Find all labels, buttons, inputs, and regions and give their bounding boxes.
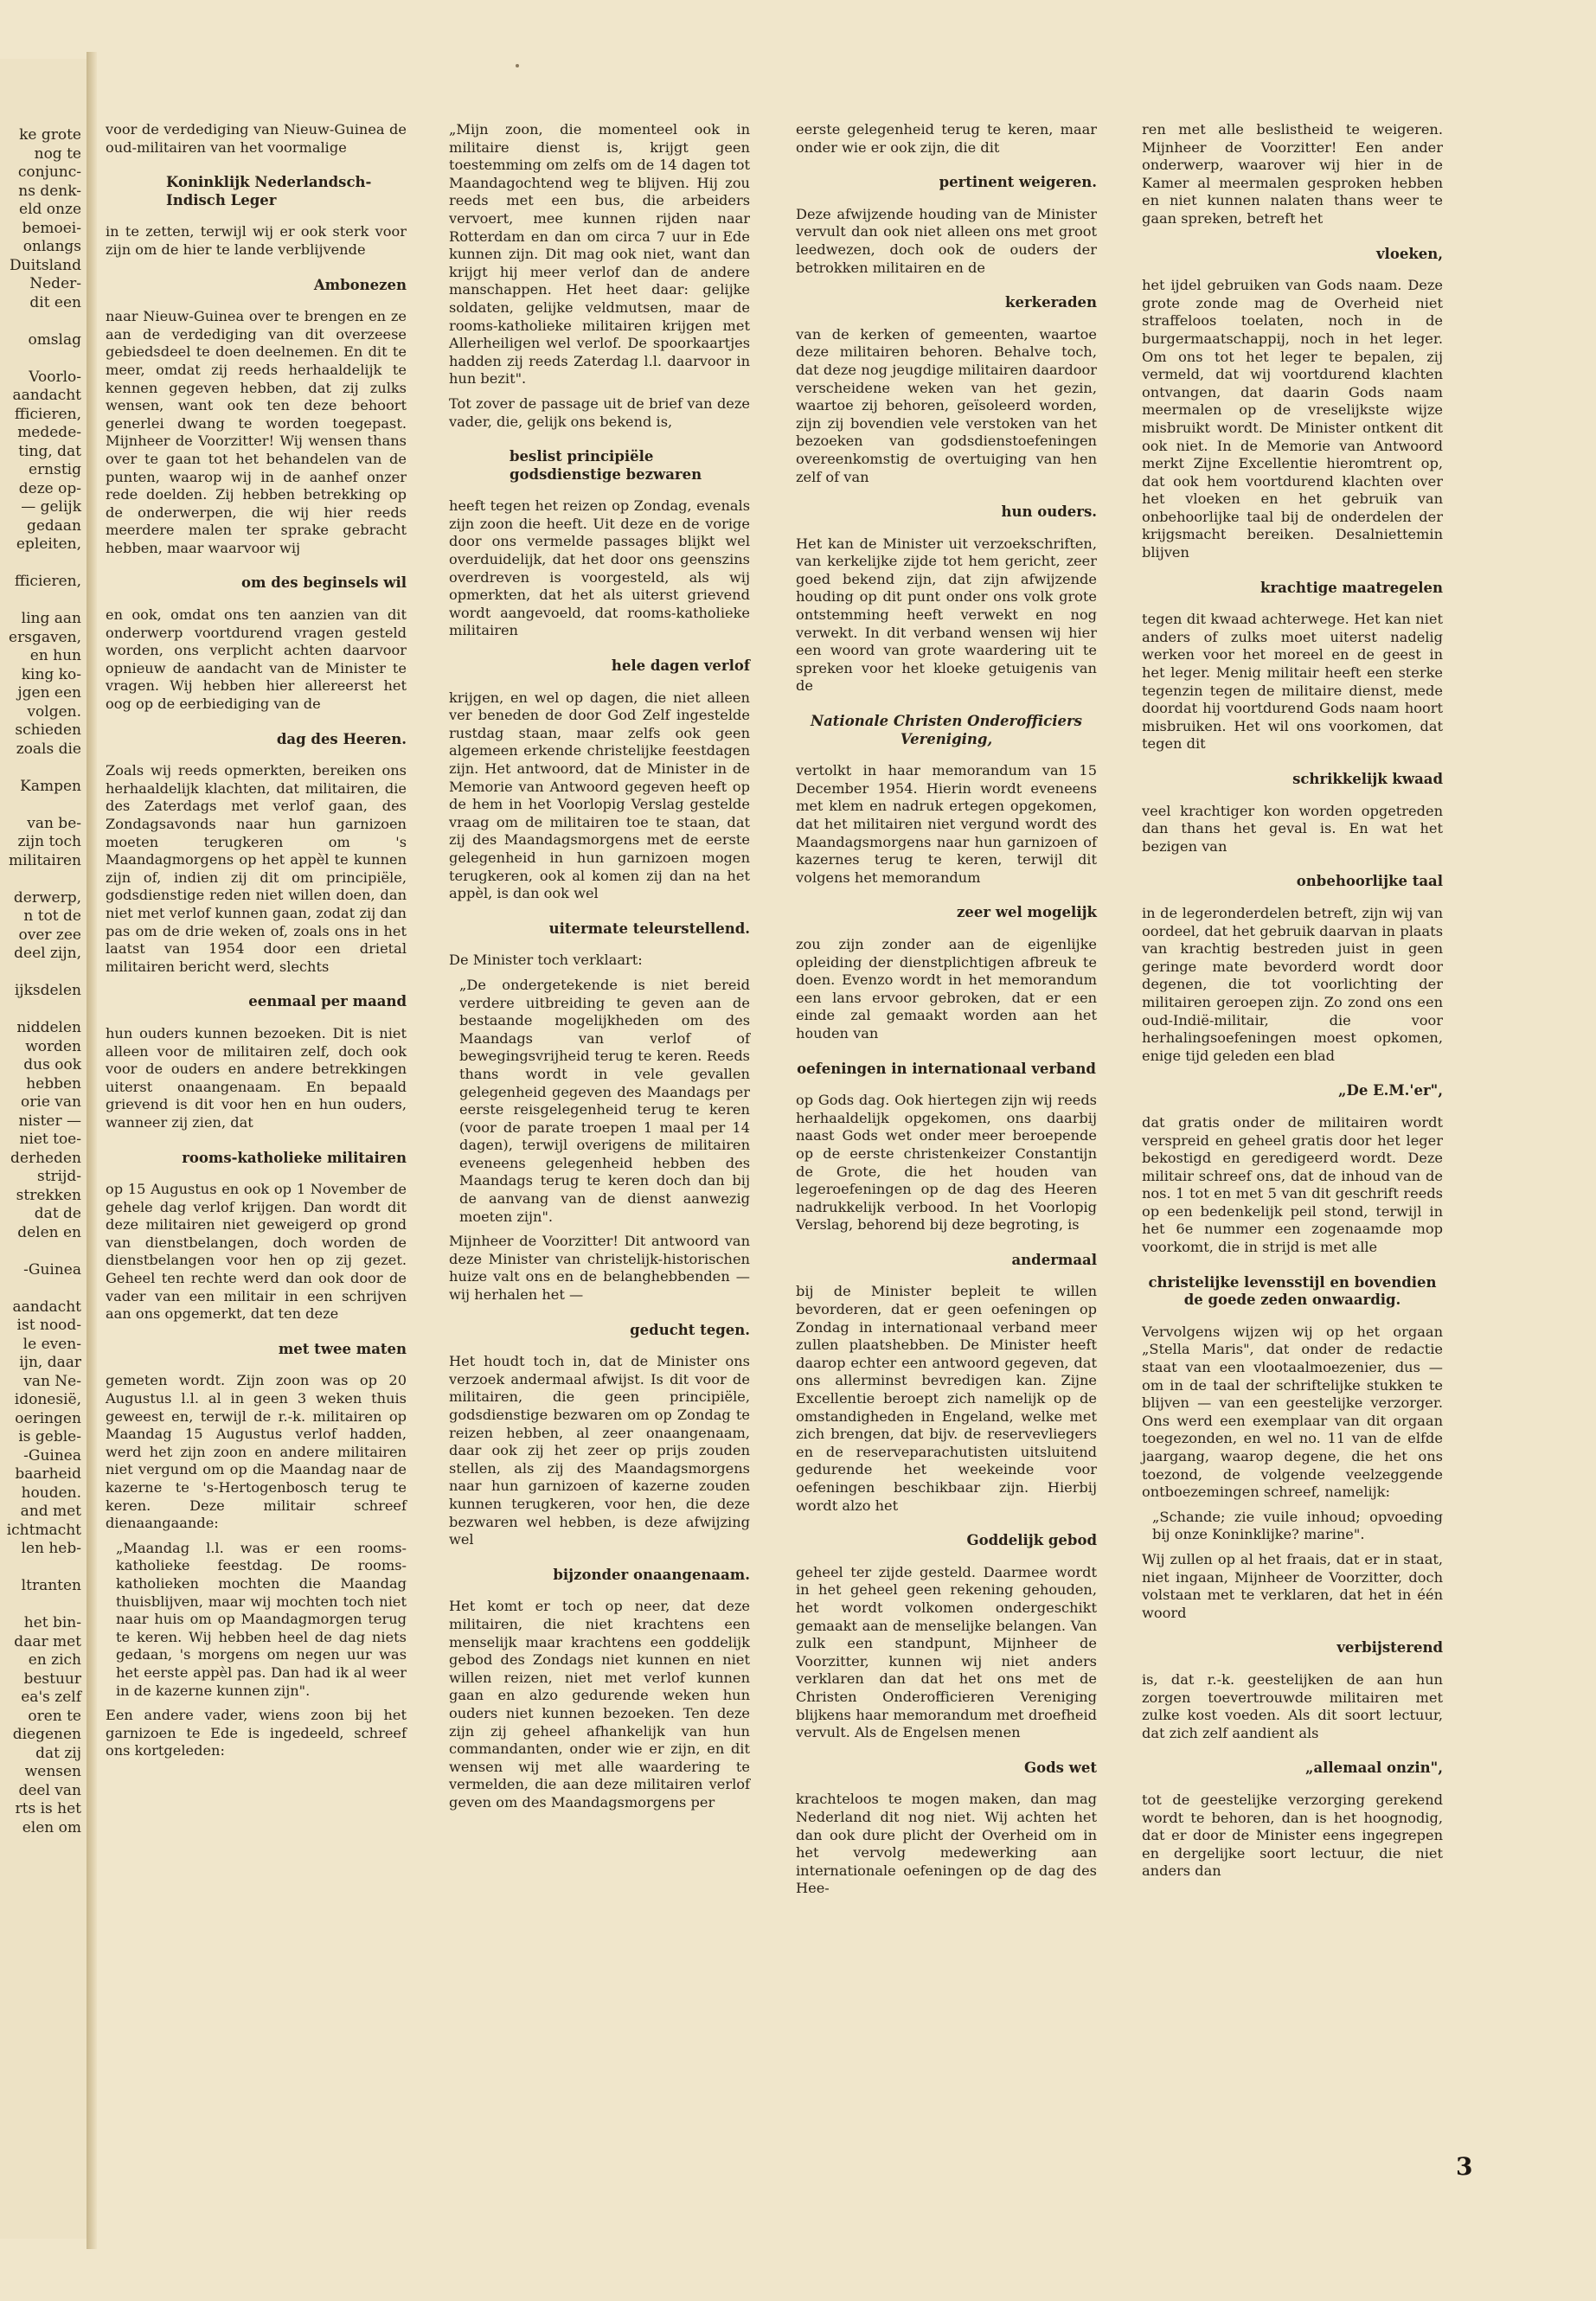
margin-fragment: ting, dat bbox=[18, 442, 81, 460]
margin-fragment: Duitsland bbox=[10, 256, 81, 274]
subheading: „allemaal onzin", bbox=[1304, 1759, 1443, 1777]
margin-fragment: en zich bbox=[28, 1651, 81, 1669]
paragraph: vertolkt in haar memorandum van 15 December 1954. Hierin wordt eveneens met klem en nadruk ertegen opgekomen, dat het militairen niet vergund wordt des Maandagsmorgens naar hun garnizoen of kazernes terug te keren, terwijl dit volgens het memorandum bbox=[796, 762, 1097, 886]
margin-fragment: militairen bbox=[9, 851, 81, 869]
paragraph: Tot zover de passage uit de brief van deze vader, die, gelijk ons bekend is, bbox=[449, 394, 750, 430]
margin-fragment: Neder- bbox=[29, 275, 81, 292]
margin-fragment: epleiten, bbox=[16, 535, 81, 553]
paragraph: in te zetten, terwijl wij er ook sterk voor zijn om de hier te lande verblijvende bbox=[106, 223, 407, 258]
paragraph: op 15 Augustus en ook op 1 November de gehele dag verlof krijgen. Dan wordt dit deze militairen niet geweigerd op grond van dienstbelangen, doch worden de dienstbelangen voor hen op zij gezet. Geheel ten rechte werd dan ook door de vader van een militair in een schrijven aan ons opgemerkt, dat ten deze bbox=[106, 1181, 407, 1323]
quotation: „Maandag l.l. was er een rooms-katholieke feestdag. De rooms-katholieken mochten die Maandag thuisblijven, maar wij mochten toch niet naar huis om op Maandagmorgen terug te keren. Wij hebben heel de dag niets gedaan, 's morgens om negen uur was het eerste appèl pas. Dan had ik al weer in de kazerne kunnen zijn". bbox=[116, 1539, 407, 1699]
subheading: vloeken, bbox=[1375, 245, 1443, 262]
subheading: andermaal bbox=[1011, 1251, 1097, 1268]
margin-fragment: fficieren, bbox=[14, 405, 81, 423]
paragraph: zou zijn zonder aan de eigenlijke opleiding der dienstplichtigen afbreuk te doen. Evenzo wordt in het memorandum een lans ervoor gebroken, dat er een einde zal gemaakt worden aan het houden van bbox=[796, 935, 1097, 1042]
paragraph: Mijnheer de Voorzitter! Dit antwoord van deze Minister van christelijk-historischen huize valt ons en de belanghebbenden — wij herhalen het — bbox=[449, 1233, 750, 1304]
subheading: verbijsterend bbox=[1336, 1639, 1443, 1657]
margin-fragment: oeringen bbox=[15, 1409, 81, 1427]
margin-fragment: baarheid bbox=[15, 1465, 81, 1483]
margin-fragment: bemoei- bbox=[22, 219, 81, 237]
margin-fragment: deel zijn, bbox=[14, 945, 81, 962]
margin-fragment: bestuur bbox=[23, 1670, 81, 1688]
subheading: Gods wet bbox=[1024, 1759, 1097, 1776]
paragraph: Zoals wij reeds opmerkten, bereiken ons herhaaldelijk klachten, dat militairen, die des Zaterdags met verlof gaan, des Zondagsavonds naar hun garnizoen moeten terugkeren om 's Maandagmorgens op het appèl te kunnen zijn of, indien zij dit om principiële, godsdienstige reden niet willen doen, dan niet met verlof kunnen gaan, zodat zij dan pas om de drie weken of, zoals ons in het laatst van 1954 door een drietal militairen bericht werd, slechts bbox=[106, 762, 407, 975]
paragraph: Een andere vader, wiens zoon bij het garnizoen te Ede is ingedeeld, schreef ons kortgeleden: bbox=[106, 1707, 407, 1759]
margin-fragment: deze op- bbox=[18, 479, 81, 497]
margin-fragment: volgen. bbox=[27, 702, 81, 721]
subheading: krachtige maatregelen bbox=[1260, 579, 1443, 596]
margin-fragment: worden bbox=[25, 1037, 81, 1055]
margin-fragment: oren te bbox=[28, 1707, 81, 1725]
subheading: bijzonder onaangenaam. bbox=[553, 1566, 750, 1583]
paragraph: bij de Minister bepleit te willen bevorderen, dat er geen oefeningen op Zondag in internationaal verband meer zullen plaatshebben. De Minister heeft daarop echter een antwoord gegeven, dat ons allerminst bevredigen kan. Zijne Excellentie beroept zich namelijk op de omstandigheden in Engeland, welke met zich brengen, dat bijv. de reservevliegers en de reserveparachutisten uitsluitend gedurende het weekeinde voor oefeningen beschikbaar zijn. Hierbij wordt alzo het bbox=[796, 1283, 1097, 1514]
margin-fragment: idonesië, bbox=[14, 1391, 81, 1408]
subheading: pertinent weigeren. bbox=[939, 174, 1097, 191]
subheading: oefeningen in internationaal verband bbox=[797, 1060, 1096, 1077]
margin-fragment: ling aan bbox=[21, 610, 81, 627]
margin-fragment: derheden bbox=[10, 1149, 81, 1167]
subheading: eenmaal per maand bbox=[248, 993, 407, 1010]
paragraph: Vervolgens wijzen wij op het orgaan „Stella Maris", dat onder de redactie staat van een vlootaalmoezenier, dus — om in de taal der schriftelijke stukken te blijven — van een geestelijke verzorger. Ons werd een exemplaar van dit orgaan toegezonden, en wel no. 11 van de elfde jaargang, waarop degene, die het ons toezond, de volgende veelzeggende ontboezemingen schreef, namelijk: bbox=[1142, 1323, 1443, 1501]
paragraph: Het komt er toch op neer, dat deze militairen, die niet krachtens een menselijk maar krachtens een goddelijk gebod des Zondags niet kunnen en niet willen reizen, niet met verlof kunnen gaan en alzo gedurende weken hun ouders niet kunnen bezoeken. Ten deze zijn zij geheel afhankelijk van hun commandanten, onder wie er zijn, en dit wensen wij met alle waardering te vermelden, die aan deze militairen verlof geven om des Maandagsmorgens per bbox=[449, 1598, 750, 1811]
subheading: dag des Heeren. bbox=[276, 730, 407, 747]
paragraph: heeft tegen het reizen op Zondag, evenals zijn zoon die heeft. Uit deze en de vorige door ons vermelde passages blijkt wel overduidelijk, dat het door ons geenszins overdreven is voorgesteld, als wij opmerkten, dat het als uiterst grievend wordt aangevoeld, dat rooms-katholieke militairen bbox=[449, 497, 750, 639]
paragraph: is, dat r.-k. geestelijken de aan hun zorgen toevertrouwde militairen met zulke kost voeden. Als dit soort lectuur, dat zich zelf aandient als bbox=[1142, 1670, 1443, 1741]
margin-fragment: ijn, daar bbox=[19, 1354, 81, 1371]
margin-fragment: delen en bbox=[17, 1223, 81, 1241]
paragraph: Deze afwijzende houding van de Minister vervult dan ook niet alleen ons met groot leedwezen, doch ook de ouders der betrokken militairen en de bbox=[796, 205, 1097, 276]
margin-fragment: ea's zelf bbox=[21, 1689, 81, 1706]
subheading: met twee maten bbox=[278, 1340, 407, 1357]
subheading: hele dagen verlof bbox=[611, 657, 750, 675]
margin-fragment: hebben bbox=[26, 1074, 81, 1093]
margin-fragment: van Ne- bbox=[23, 1372, 81, 1390]
column-1 bbox=[106, 121, 407, 1767]
margin-fragment: ns denk- bbox=[18, 182, 81, 200]
margin-fragment: conjunc- bbox=[17, 163, 81, 181]
margin-fragment: eld onze bbox=[19, 201, 81, 218]
paragraph: De Minister toch verklaart: bbox=[449, 952, 643, 969]
paragraph: Het houdt toch in, dat de Minister ons verzoek andermaal afwijst. Is dit voor de militairen, die geen principiële, godsdienstige bezwaren om op Zondag te reizen hebben, al zeer onaangenaam, daar ook zij het zeer op prijs zouden stellen, als zij des Maandagsmorgens naar hun garnizoen of kazerne zouden kunnen terugkeren, voor hen, die deze bezwaren wel hebben, is deze afwijzing wel bbox=[449, 1353, 750, 1548]
margin-fragment: niet toe- bbox=[19, 1131, 81, 1148]
paragraph: naar Nieuw-Guinea over te brengen en ze aan de verdediging van dit overzeese gebiedsdeel te doen deelnemen. En dit te meer, omdat zij reeds herhaaldelijk te kennen gegeven hebben, dat zij zulks wensen, want ook ten deze behoort generlei dwang te worden toegepast. Mijnheer de Voorzitter! Wij wensen thans over te gaan tot het behandelen van de punten, waarop wij in de aanhef onzer rede doelden. Zij hebben betrekking op de onderwerpen, die wij hier reeds meerdere malen ter sprake gebracht hebben, maar waarvoor wij bbox=[106, 308, 407, 556]
margin-fragment: omslag bbox=[28, 330, 81, 349]
previous-page-edge bbox=[0, 59, 88, 2239]
margin-fragment: -Guinea bbox=[23, 1260, 81, 1279]
margin-fragment: nog te bbox=[34, 144, 81, 163]
page-fold bbox=[87, 52, 97, 2249]
subheading: Ambonezen bbox=[313, 276, 407, 293]
subheading: zeer wel mogelijk bbox=[957, 904, 1097, 921]
margin-fragment: ersgaven, bbox=[9, 628, 81, 646]
margin-fragment: diegenen bbox=[12, 1726, 81, 1743]
paragraph: gemeten wordt. Zijn zoon was op 20 Augustus l.l. al in geen 3 weken thuis geweest en, terwijl de r.-k. militairen op Maandag 15 Augustus verlof hadden, werd het zijn zoon en andere militairen niet vergund om op die Maandag naar de kazerne te 's-Hertogenbosch terug te keren. Deze militair schreef dienaangaande: bbox=[106, 1372, 407, 1532]
paragraph: op Gods dag. Ook hiertegen zijn wij reeds herhaaldelijk opgekomen, ons daarbij naast Gods wet onder meer beroepende op de eerste christenkeizer Constantijn de Grote, die het houden van legeroefeningen op de dag des Heeren nadrukkelijk verbood. In het Voorlopig Verslag, behorend bij deze begroting, is bbox=[796, 1092, 1097, 1234]
subheading: schrikkelijk kwaad bbox=[1292, 771, 1443, 787]
subheading: geducht tegen. bbox=[630, 1321, 750, 1338]
column-3 bbox=[796, 121, 1097, 1905]
margin-fragment: zijn toch bbox=[17, 833, 81, 850]
margin-fragment: — gelijk bbox=[21, 498, 81, 516]
margin-fragment: len heb- bbox=[21, 1540, 81, 1557]
subheading: christelijke levensstijl en bovendien de goede zeden onwaardig. bbox=[1148, 1273, 1437, 1309]
margin-fragment: ernstig bbox=[28, 461, 81, 478]
paragraph: het ijdel gebruiken van Gods naam. Deze grote zonde mag de Overheid niet straffeloos toelaten, noch in de burgermaatschappij, noch in het leger. Om ons tot het leger te bepalen, zij vermeld, dat wij voortdurend klachten ontvangen, dat daarin Gods naam meermalen op de vreselijkste wijze misbruikt wordt. De Minister ontkent dit ook niet. In de Memorie van Antwoord merkt Zijne Excellentie hieromtrent op, dat ook hem voortdurend klachten over het vloeken en het gebruik van onbehoorlijke taal bij de onderdelen der krijgsmacht bereiken. Desalniettemin blijven bbox=[1142, 277, 1443, 561]
margin-fragment: wensen bbox=[24, 1763, 81, 1780]
margin-fragment: ist nood- bbox=[16, 1317, 81, 1334]
margin-fragment: strijd- bbox=[36, 1168, 81, 1185]
subheading: Goddelijk gebod bbox=[966, 1532, 1097, 1549]
margin-fragment: medede- bbox=[17, 424, 81, 441]
paragraph: in de legeronderdelen betreft, zijn wij van oordeel, dat het gebruik daarvan in plaats van krachtig bestreden juist in geen geringe mate bevorderd wordt door degenen, die tot voorlichting der militairen geroepen zijn. Zo zond ons een oud-Indië-militair, die voor herhalingsoefeningen moest opkomen, enige tijd geleden een blad bbox=[1142, 904, 1443, 1064]
paragraph: Wij zullen op al het fraais, dat er in staat, niet ingaan, Mijnheer de Voorzitter, doch volstaan met te verklaren, dat het in één woord bbox=[1142, 1550, 1443, 1621]
paragraph: geheel ter zijde gesteld. Daarmee wordt in het geheel geen rekening gehouden, het wordt volkomen ondergeschikt gemaakt aan de menselijke belangen. Van zulk een standpunt, Mijnheer de Voorzitter, kunnen wij niet anders verklaren dan dat het ons met de Christen Onderofficieren Vereniging blijkens haar memorandum met droefheid vervult. Als de Engelsen menen bbox=[796, 1563, 1097, 1741]
margin-fragment: is geble- bbox=[18, 1428, 81, 1445]
margin-fragment: elen om bbox=[22, 1818, 81, 1836]
margin-fragment: onlangs bbox=[22, 238, 81, 255]
subheading: Koninklijk Nederlandsch-Indisch Leger bbox=[166, 174, 372, 208]
margin-fragment: het bin- bbox=[23, 1614, 81, 1631]
margin-fragment: daar met bbox=[14, 1632, 81, 1650]
paragraph: tot de geestelijke verzorging gerekend wordt te behoren, dan is het hoognodig, dat er door de Minister eens ingegrepen en dergelijke soort lectuur, die niet anders dan bbox=[1142, 1791, 1443, 1880]
margin-fragment: dat zij bbox=[35, 1744, 81, 1762]
margin-fragment: ltranten bbox=[21, 1577, 81, 1594]
margin-fragment: and met bbox=[20, 1503, 81, 1520]
quotation: „Schande; zie vuile inhoud; opvoeding bij onze Koninklijke? marine". bbox=[1152, 1508, 1443, 1543]
margin-fragment: Voorlo- bbox=[29, 368, 81, 386]
margin-fragment: en hun bbox=[29, 647, 81, 664]
paragraph: veel krachtiger kon worden opgetreden dan thans het geval is. En wat het bezigen van bbox=[1142, 802, 1443, 855]
subheading: beslist principiële godsdienstige bezwaren bbox=[510, 448, 702, 483]
margin-fragment: le even- bbox=[22, 1335, 81, 1353]
margin-fragment: niddelen bbox=[16, 1019, 81, 1036]
margin-fragment: -Guinea bbox=[23, 1446, 81, 1465]
subheading: „De E.M.'er", bbox=[1338, 1082, 1443, 1099]
margin-fragment: zoals die bbox=[16, 740, 81, 758]
margin-fragment: aandacht bbox=[12, 1298, 81, 1316]
paragraph: eerste gelegenheid terug te keren, maar onder wie er ook zijn, die dit bbox=[796, 121, 1097, 156]
paragraph: voor de verdediging van Nieuw-Guinea de oud-militairen van het voormalige bbox=[106, 121, 407, 156]
column-4 bbox=[1142, 121, 1443, 1888]
margin-fragment: n tot de bbox=[23, 907, 81, 925]
paragraph: tegen dit kwaad achterwege. Het kan niet anders of zulks moet uiterst nadelig werken voor het moreel en de geest in het leger. Menig militair heeft een sterke tegenzin tegen de militaire dienst, mede doordat hij voortdurend Gods naam hoort misbruiken. Het wil ons voorkomen, dat tegen dit bbox=[1142, 611, 1443, 753]
paragraph: hun ouders kunnen bezoeken. Dit is niet alleen voor de militairen zelf, doch ook voor de ouders en andere betrekkingen uiterst onaangenaam. En bepaald grievend is dit voor hen en hun ouders, wanneer zij zien, dat bbox=[106, 1024, 407, 1131]
margin-fragment: Kampen bbox=[20, 777, 81, 795]
subheading: kerkeraden bbox=[1005, 294, 1097, 311]
margin-fragment: dit een bbox=[29, 293, 81, 311]
subheading: om des beginsels wil bbox=[241, 574, 407, 592]
subheading: uitermate teleurstellend. bbox=[548, 920, 750, 937]
margin-fragment: gedaan bbox=[26, 516, 81, 535]
margin-fragment: derwerp, bbox=[13, 888, 81, 907]
margin-fragment: dus ook bbox=[23, 1056, 81, 1074]
margin-fragment: fficieren, bbox=[14, 573, 81, 590]
subheading: onbehoorlijke taal bbox=[1296, 873, 1443, 890]
paragraph: dat gratis onder de militairen wordt verspreid en geheel gratis door het leger bekostigd en geredigeerd wordt. Deze militair schreef ons, dat de inhoud van de nos. 1 tot en met 5 van dit geschrift reeds op een bedenkelijk peil stond, terwijl in het 6e nummer een zogenaamde mop voorkomt, die in strijd is met alle bbox=[1142, 1113, 1443, 1256]
margin-fragment: dat de bbox=[34, 1205, 81, 1222]
margin-fragment: aandacht bbox=[12, 387, 81, 404]
subheading: Nationale Christen Onderofficiers Vereniging, bbox=[811, 713, 1082, 747]
quotation: „Mijn zoon, die momenteel ook in militaire dienst is, krijgt geen toestemming om zelfs om de 14 dagen tot Maandagochtend weg te blijven. Hij zou reeds met een bus, die arbeiders vervoert, mee kunnen rijden naar Rotterdam en dan om circa 7 uur in Ede kunnen zijn. Dit mag ook niet, want dan krijgt hij meer verlof dan de andere manschappen. Het heet daar: gelijke soldaten, gelijke veldmutsen, maar de rooms-katholieke militairen krijgen met Allerheiligen wel verlof. De spoorkaartjes hadden zij reeds Zaterdag l.l. daarvoor in hun bezit". bbox=[449, 121, 750, 388]
paragraph: krachteloos te mogen maken, dan mag Nederland dit nog niet. Wij achten het dan ook dure plicht der Overheid om in het vervolg medewerking aan internationale oefeningen op de dag des Hee- bbox=[796, 1791, 1097, 1897]
column-2 bbox=[449, 121, 750, 1818]
margin-fragment: jgen een bbox=[17, 684, 81, 702]
paragraph: van de kerken of gemeenten, waartoe deze militairen behoren. Behalve toch, dat deze nog jeugdige militairen daardoor verscheidene weken van het gezin, waartoe zij behoren, geïsoleerd worden, zijn zij bovendien vele verstoken van het bezoeken van godsdienstoefeningen overeenkomstig de overtuiging van hen zelf of van bbox=[796, 325, 1097, 485]
print-mark bbox=[516, 64, 519, 67]
subheading: rooms-katholieke militairen bbox=[182, 1149, 407, 1166]
margin-fragment: houden. bbox=[21, 1484, 81, 1502]
margin-fragment: deel van bbox=[18, 1781, 81, 1799]
margin-fragment: nister — bbox=[18, 1112, 81, 1130]
paragraph: krijgen, en wel op dagen, die niet alleen ver beneden de door God Zelf ingestelde rustdag staan, maar zelfs ook geen algemeen erkende christelijke feestdagen zijn. Het antwoord, dat de Minister in de Memorie van Antwoord gegeven heeft op de hem in het Voorlopig Verslag gestelde vraag om de militairen toe te staan, dat zij des Maandagsmorgens met de eerste gelegenheid in hun garnizoen mogen terugkeren, ook al komen zij dan na het appèl, is dan ook wel bbox=[449, 689, 750, 902]
margin-fragment: schieden bbox=[15, 721, 81, 739]
paragraph: ren met alle beslistheid te weigeren. Mijnheer de Voorzitter! Een ander onderwerp, waarover wij hier in de Kamer al meermalen gesproken hebben en niet kunnen nalaten thans weer te gaan spreken, betreft het bbox=[1142, 121, 1443, 227]
margin-fragment: ijksdelen bbox=[14, 982, 81, 999]
page-number: 3 bbox=[1456, 2152, 1473, 2181]
margin-fragment: ichtmacht bbox=[6, 1521, 81, 1539]
paragraph: en ook, omdat ons ten aanzien van dit onderwerp voortdurend vragen gesteld worden, ons verplicht achten daarvoor opnieuw de aandacht van de Minister te vragen. Wij hebben hier allereerst het oog op de eerbiediging van de bbox=[106, 606, 407, 713]
margin-fragment: king ko- bbox=[21, 665, 81, 683]
margin-fragment: orie van bbox=[21, 1093, 81, 1111]
margin-fragment: ke grote bbox=[19, 126, 81, 144]
subheading: hun ouders. bbox=[1001, 503, 1097, 521]
margin-fragment: strekken bbox=[16, 1186, 81, 1204]
quotation: „De ondergetekende is niet bereid verdere uitbreiding te geven aan de bestaande mogelijkheden om des Maandags van verlof of bewegingsvrijheid terug te keren. Reeds thans wordt in vele gevallen gelegenheid gegeven des Maandags per eerste reisgelegenheid terug te keren (voor de parate troepen 1 maal per 14 dagen), terwijl overigens de militairen eveneens gelegenheid hebben des Maandags terug te keren doch dan bij de aanvang van de dienst aanwezig moeten zijn". bbox=[459, 976, 750, 1225]
margin-fragment: van be- bbox=[27, 814, 81, 832]
paragraph: Het kan de Minister uit verzoekschriften, van kerkelijke zijde tot hem gericht, zeer goed bekend zijn, dat zijn afwijzende houding op dit punt onder ons volk grote ontstemming heeft verwekt en nog verwekt. In dit verband wensen wij hier een woord van grote waardering uit te spreken voor het kloeke getuigenis van de bbox=[796, 535, 1097, 695]
margin-fragment: rts is het bbox=[15, 1800, 81, 1817]
margin-fragment: over zee bbox=[18, 926, 81, 944]
